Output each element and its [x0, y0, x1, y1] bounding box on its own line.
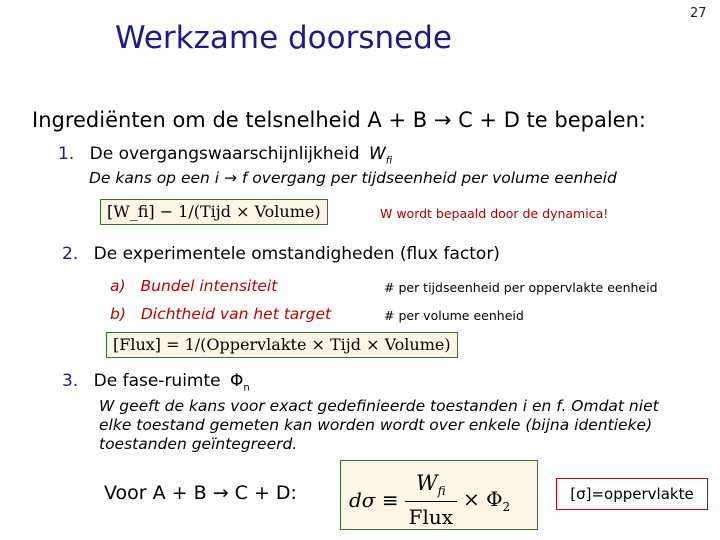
item-1-label: De overgangswaarschijnlijkheid	[89, 144, 360, 164]
item-1-note: W wordt bepaald door de dynamica!	[380, 206, 609, 221]
cross-section-fraction	[405, 471, 457, 529]
item-3-label: De fase-ruimte	[93, 371, 221, 391]
item-2-number: 2.	[62, 244, 79, 264]
item-2-sub-b-label: Dichtheid van het target	[140, 305, 332, 323]
phi-n-symbol: $\Phi_n$	[230, 371, 250, 394]
item-1-formula: [W_fi] − 1/(Tijd × Volume)	[100, 199, 328, 225]
item-3-number: 3.	[62, 371, 79, 391]
item-3-desc-line-2: elke toestand gemeten kan worden wordt over enkele (bijna identieke)	[99, 416, 653, 434]
item-1-symbol: $W_{fi}$	[368, 144, 393, 167]
item-2-sub-b-note: # per volume eenheid	[384, 308, 524, 323]
page-number: 27	[690, 6, 707, 21]
item-2-formula: [Flux] = 1/(Oppervlakte × Tijd × Volume)	[106, 332, 458, 358]
item-2-sub-b	[110, 305, 331, 324]
sigma-units-note: [σ]=oppervlakte	[556, 478, 708, 510]
item-1-number: 1.	[58, 144, 75, 164]
cross-section-numerator: $W_{fi}$	[415, 471, 446, 499]
item-2-sub-a-marker: a)	[110, 277, 126, 295]
item-1	[58, 144, 392, 166]
item-2-sub-b-marker: b)	[110, 305, 126, 323]
item-3-desc-line-3: toestanden geïntegreerd.	[99, 435, 298, 453]
item-2-sub-a-note: # per tijdseenheid per oppervlakte eenheid	[384, 280, 658, 295]
item-2-sub-a	[110, 277, 277, 296]
cross-section-phase-space: × $\Phi_2$	[463, 486, 511, 514]
item-3-desc-line-1: W geeft de kans voor exact gedefinieerde toestanden i en f. Omdat niet	[99, 397, 659, 415]
item-3	[62, 371, 250, 393]
item-2	[62, 244, 500, 264]
cross-section-lhs: dσ ≡	[349, 488, 399, 513]
cross-section-denominator: Flux	[405, 501, 457, 529]
bottom-label: Voor A + B → C + D:	[104, 482, 297, 504]
item-2-sub-a-label: Bundel intensiteit	[140, 277, 278, 295]
cross-section-formula	[340, 460, 538, 530]
slide-title: Werkzame doorsnede	[115, 20, 452, 56]
intro-heading: Ingrediënten om de telsnelheid A + B → C + D te bepalen:	[32, 108, 646, 132]
item-1-description: De kans op een i → f overgang per tijdseenheid per volume eenheid	[89, 169, 617, 187]
item-2-label: De experimentele omstandigheden (flux factor)	[93, 244, 500, 264]
